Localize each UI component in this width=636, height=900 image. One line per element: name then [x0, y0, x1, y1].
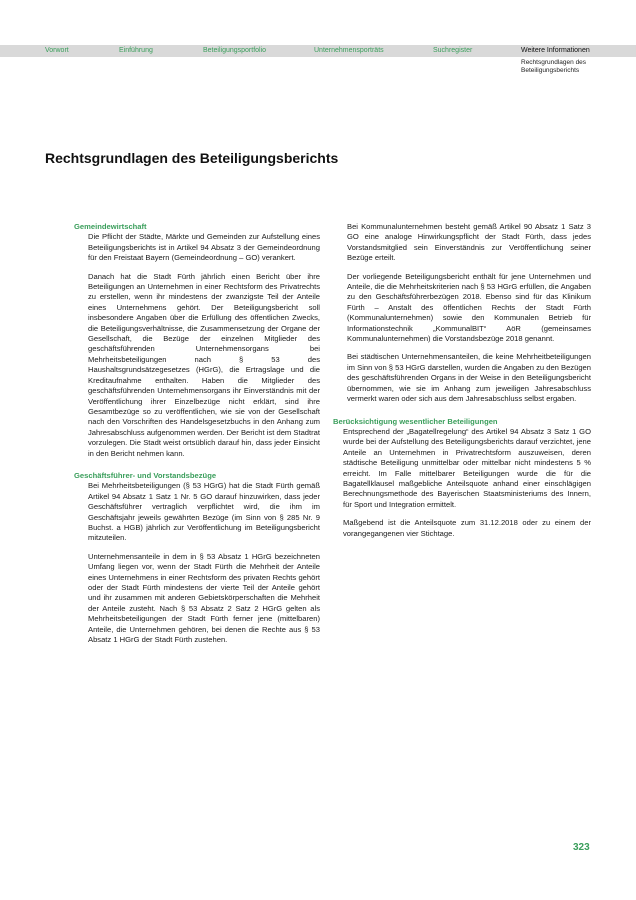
nav-item-beteiligungsportfolio[interactable]: Beteiligungsportfolio — [203, 47, 267, 54]
heading-gemeindewirtschaft: Gemeindewirtschaft — [74, 222, 147, 231]
subnav-current-section[interactable]: Rechtsgrundlagen des Beteiligungsberichts — [521, 59, 587, 74]
paragraph-bezuege-2: Unternehmensanteile in dem in § 53 Absatz 1 HGrG bezeichneten Umfang liegen vor, wenn der Stadt Fürth die Mehrheit der Anteile eines Unternehmens in einer Rechtsform des privaten Rechts gehört oder der Stadt Fürth mindestens der vierte Teil der Anteile gehört und ihr zusammen mit anderen Gebietskörperschaften die Mehrheit der Anteile zusteht. Nach § 53 Absatz 2 Satz 2 HGrG gelten als Mehrheitsbeteiligungen der Stadt Fürth ferner jene (mittelbaren) Anteile, die Unternehmen gehören, bei denen die Rechte aus § 53 Absatz 1 HGrG der Stadt Fürth zustehen. — [88, 551, 320, 645]
top-navigation — [0, 45, 636, 57]
paragraph-kommunalunternehmen: Bei Kommunalunternehmen besteht gemäß Artikel 90 Absatz 1 Satz 3 GO eine analoge Hinwirkungspflicht der Stadt Fürth, dass jedes Vorstandsmitglied sein Einverständnis zur Veröffentlichung seiner Bezüge erteilt. — [347, 222, 591, 263]
paragraph-vorliegender-bericht: Der vorliegende Beteiligungsbericht enthält für jene Unternehmen und Anteile, die die Mehrheitskriterien nach § 53 HGrG erfüllen, die Angaben zu den Geschäftsführerbezügen 2018. Ebenso sind für das Klinikum Fürth – Anstalt des öffentlichen Rechts der Stadt Fürth (Kommunalunternehmen) sowie den Kommunalen Betrieb für Informationstechnik „KommunalBIT“ AöR (gemeinsames Kommunalunternehmen) die Vorstandsbezüge 2018 genannt. — [347, 271, 591, 344]
right-column — [333, 222, 591, 547]
page-number: 323 — [573, 842, 590, 853]
nav-item-unternehmensportraets[interactable]: Unternehmensporträts — [314, 47, 384, 54]
heading-bezuege: Geschäftsführer- und Vorstandsbezüge — [74, 470, 217, 480]
left-column — [74, 222, 320, 653]
paragraph-staedtische-anteile: Bei städtischen Unternehmensanteilen, die keine Mehrheitbeteiligungen im Sinn von § 53 HGrG darstellen, wurden die Angaben zu den Bezügen des geschäftsführenden Organs in der Weise in den Beteiligungsbericht übernommen, wie sie im Anhang zum jeweiligen Jahresabschluss vermerkt waren oder sich aus dem Jahresabschluss selbst ergaben. — [347, 352, 591, 404]
nav-item-einfuehrung[interactable]: Einführung — [119, 47, 153, 54]
page-title: Rechtsgrundlagen des Beteiligungsberichts — [45, 150, 339, 166]
paragraph-bagatellregelung: Entsprechend der „Bagatellregelung“ des Artikel 94 Absatz 3 Satz 1 GO wurde bei der Aufstellung des Beteiligungsberichts darauf verzichtet, jene Anteile an Unternehmen in Privatrechtsform auszuweisen, deren städtische Beteiligung unmittelbar oder mittelbar nicht mindestens 5 % erreicht. Im Falle mittelbarer Beteiligungen wurde die für die Bagatellklausel maßgebliche Anteilsquote anhand einer einschlägigen Berechnungsmethode des Bayerischen Staatsministeriums des Innern, für Sport und Integration ermittelt. — [343, 426, 591, 509]
heading-wesentliche-beteiligungen: Berücksichtigung wesentlicher Beteiligungen — [333, 416, 498, 426]
paragraph-anteilsquote: Maßgebend ist die Anteilsquote zum 31.12.2018 oder zu einem der vorangegangenen vier Stichtage. — [343, 518, 591, 538]
paragraph-bezuege-1: Bei Mehrheitsbeteiligungen (§ 53 HGrG) hat die Stadt Fürth gemäß Artikel 94 Absatz 1 Satz 1 Nr. 5 GO darauf hinzuwirken, dass jeder Geschäftsführer vertraglich verpflichtet wird, die ihm im Geschäftsjahr jeweils gewährten Bezüge (im Sinn von § 285 Nr. 9 Buchst. a HGB) jährlich zur Veröffentlichung im Beteiligungsbericht mitzuteilen. — [88, 481, 320, 543]
paragraph-gemeindewirtschaft-1: Die Pflicht der Städte, Märkte und Gemeinden zur Aufstellung eines Beteiligungsberichts ist in Artikel 94 Absatz 3 der Gemeindeordnung für den Freistaat Bayern (Gemeindeordnung – GO) verankert. — [88, 232, 320, 263]
paragraph-gemeindewirtschaft-2: Danach hat die Stadt Fürth jährlich einen Bericht über ihre Beteiligungen an Unternehmen in einer Rechtsform des Privatrechts zu erstellen, wenn ihr mindestens der zwanzigste Teil der Anteile eines Unternehmens gehört. Der Beteiligungsbericht soll insbesondere Angaben über die Erfüllung des öffentlichen Zwecks, die Beteiligungsverhältnisse, die Zusammensetzung der Organe der Gesellschaft, die Bezüge der einzelnen Mitglieder des geschäftsführenden Unternehmensorgans bei Mehrheitsbeteiligungen nach § 53 des Haushaltsgrundsätzegesetzes (HGrG), die Ertragslage und die Kreditaufnahme enthalten. Haben die Mitglieder des geschäftsführenden Unternehmensorgans ihr Einverständnis mit der Veröffentlichung ihrer Einzelbezüge nicht erklärt, sind ihre Gesamtbezüge so zu veröffentlichen, wie sie von der Gesellschaft nach den Vorschriften des Handelsgesetzbuchs in den Anhang zum Jahresabschluss aufgenommen werden. Der Bericht ist dem Stadtrat vorzulegen. Die Stadt weist ortsüblich darauf hin, dass jeder Einsicht in den Bericht nehmen kann. — [88, 271, 320, 458]
nav-item-weitere-informationen[interactable]: Weitere Informationen — [521, 47, 590, 54]
nav-item-vorwort[interactable]: Vorwort — [45, 47, 69, 54]
nav-item-suchregister[interactable]: Suchregister — [433, 47, 473, 54]
